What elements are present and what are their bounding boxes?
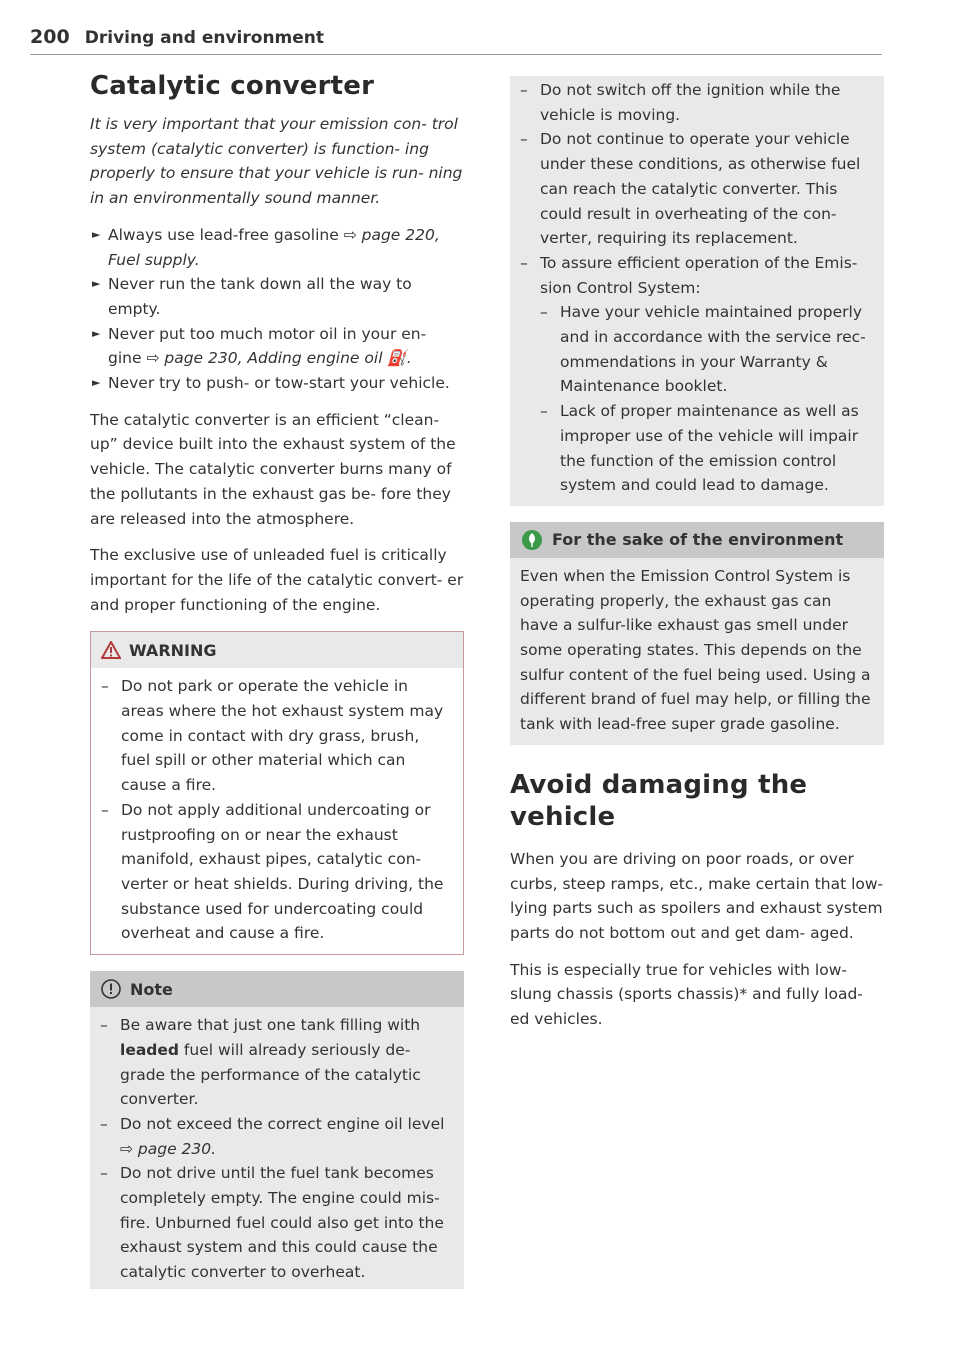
warning-box <box>90 631 464 955</box>
catalytic-para-1: The catalytic converter is an efficient “clean- up” device built into the exhaust system of the vehicle. The catalytic converter burns many of the pollutants in the exhaust gas be- fore they are released into the atmosphere. <box>90 410 456 528</box>
note-title: Note <box>130 979 173 999</box>
header-rule <box>30 54 882 55</box>
list-item: ► Never run the tank down all the way to empty. <box>90 272 464 321</box>
left-column <box>90 70 464 1289</box>
arrow-icon: ► <box>92 326 101 340</box>
arrow-icon: ► <box>92 227 101 241</box>
list-item: – To assure efficient operation of the Emis- sion Control System: – Have your vehicle maintained properly and in accordance with the service rec- ommendations in your Warranty & Maintenance booklet. – Lack of proper maintenance as well as improper use of the vehicle will impair the function of the emission control system and could lead to damage. <box>520 251 872 498</box>
note-list <box>100 1013 452 1285</box>
list-item: – Lack of proper maintenance as well as improper use of the vehicle will impair the function of the emission control system and could lead to damage. <box>540 402 859 495</box>
list-item: – Do not drive until the fuel tank becomes completely empty. The engine could mis- fire. Unburned fuel could also get into the exhaust system and this could cause the catalytic converter to overheat. <box>100 1164 444 1282</box>
list-item: – Do not switch off the ignition while the vehicle is moving. <box>520 81 841 124</box>
arrow-icon: ► <box>92 277 101 291</box>
environment-box <box>510 522 884 745</box>
list-item: – Have your vehicle maintained properly and in accordance with the service rec- ommendations in your Warranty & Maintenance booklet. <box>540 303 866 396</box>
page-header <box>30 26 882 52</box>
catalytic-heading: Catalytic converter <box>90 71 375 101</box>
note-list-continued <box>520 78 872 498</box>
warning-title: WARNING <box>129 640 217 660</box>
catalytic-intro: It is very important that your emission con- trol system (catalytic converter) is function- ing properly to ensure that your vehicle is run- ning in an environmentally sound manner. <box>90 115 463 208</box>
avoid-para-1: When you are driving on poor roads, or over curbs, steep ramps, etc., make certain that low-lying parts such as spoilers and exhaust system parts do not bottom out and get dam- aged. <box>510 849 884 942</box>
note-sublist <box>540 300 872 498</box>
note-header <box>90 971 464 1007</box>
note-box-continued <box>510 76 884 506</box>
avoid-heading-line-1: Avoid damaging the <box>510 769 808 800</box>
avoid-heading-line-2: vehicle <box>510 801 616 832</box>
right-column <box>510 76 884 1044</box>
catalytic-para-2: The exclusive use of unleaded fuel is critically important for the life of the catalytic convert- er and proper functioning of the engine. <box>90 546 464 614</box>
info-circle-icon <box>100 978 122 1000</box>
catalytic-bullets <box>90 223 464 396</box>
environment-body: Even when the Emission Control System is operating properly, the exhaust gas can have a sulfur-like exhaust gas smell under some operating states. This depends on the sulfur content of the fuel being used. Using a different brand of fuel may help, or filling the tank with lead-free super grade gasoline. <box>520 566 871 734</box>
list-item: – Do not apply additional undercoating or rustproofing on or near the exhaust manifold, exhaust pipes, catalytic con- verter or heat shields. During driving, the substance used for undercoating could overheat and cause a fire. <box>101 800 444 943</box>
list-item: ► Never put too much motor oil in your en- gine ⇨ page 230, Adding engine oil ⛽. <box>90 322 464 371</box>
warning-list <box>101 674 451 946</box>
list-item: ► Never try to push- or tow-start your vehicle. <box>90 371 464 396</box>
warning-triangle-icon <box>101 641 121 659</box>
section-title: Driving and environment <box>84 28 325 48</box>
leaf-icon <box>520 528 544 552</box>
list-item: – Be aware that just one tank filling with leaded fuel will already seriously de- grade the performance of the catalytic converter. <box>100 1016 421 1109</box>
list-item: – Do not continue to operate your vehicle under these conditions, as otherwise fuel can reach the catalytic converter. This could result in overheating of the con- verter, requiring its replacement. <box>520 130 861 248</box>
avoid-para-2: This is especially true for vehicles with low- slung chassis (sports chassis)* and fully load- ed vehicles. <box>510 960 863 1029</box>
list-item: ► Always use lead-free gasoline ⇨ page 220, Fuel supply. <box>90 223 464 272</box>
list-item: – Do not park or operate the vehicle in areas where the hot exhaust system may come in contact with dry grass, brush, fuel spill or other material which can cause a fire. <box>101 677 444 795</box>
page-number: 200 <box>30 26 70 48</box>
arrow-icon: ► <box>92 376 101 390</box>
note-box <box>90 971 464 1289</box>
page-ref-link[interactable]: ⇨ page 230, Adding engine oil ⛽. <box>146 349 412 368</box>
environment-header <box>510 522 884 558</box>
list-item: – Do not exceed the correct engine oil level ⇨ page 230. <box>100 1114 445 1158</box>
page-ref-link[interactable]: ⇨ page 230. <box>120 1139 217 1158</box>
page-ref-link[interactable]: ⇨ page 220, Fuel supply. <box>108 225 440 269</box>
environment-title: For the sake of the environment <box>552 530 844 550</box>
warning-header <box>91 631 463 668</box>
